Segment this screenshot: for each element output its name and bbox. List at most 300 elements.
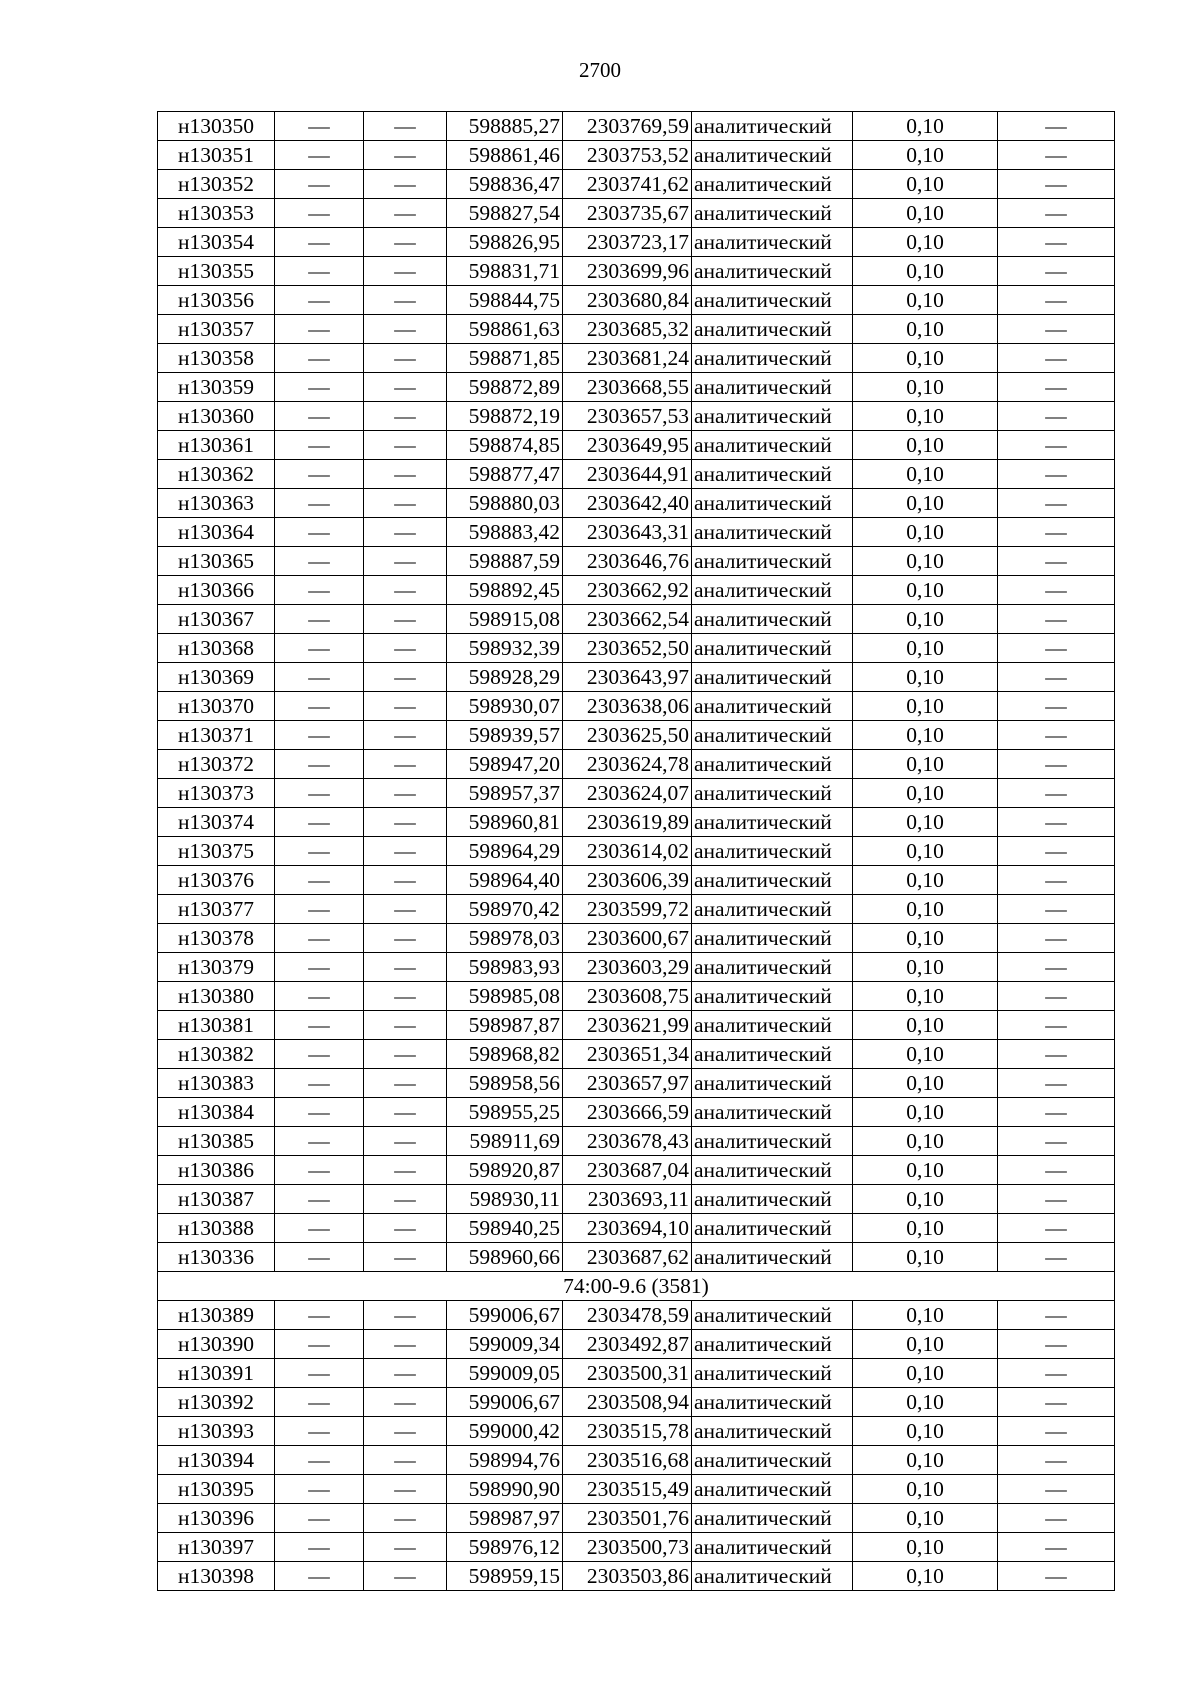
dash-cell-3: — xyxy=(998,692,1115,721)
dash-cell-1: — xyxy=(275,228,364,257)
method-cell: аналитический xyxy=(692,721,853,750)
method-cell: аналитический xyxy=(692,431,853,460)
dash-cell-1: — xyxy=(275,1214,364,1243)
x-coordinate-cell: 598987,97 xyxy=(447,1504,563,1533)
y-coordinate-cell: 2303478,59 xyxy=(563,1301,692,1330)
dash-cell-3: — xyxy=(998,1446,1115,1475)
dash-cell-2: — xyxy=(364,634,447,663)
dash-cell-2: — xyxy=(364,1011,447,1040)
method-cell: аналитический xyxy=(692,1533,853,1562)
point-id-cell: н130356 xyxy=(158,286,275,315)
x-coordinate-cell: 598885,27 xyxy=(447,112,563,141)
dash-cell-1: — xyxy=(275,721,364,750)
point-id-cell: н130358 xyxy=(158,344,275,373)
dash-cell-3: — xyxy=(998,1475,1115,1504)
method-cell: аналитический xyxy=(692,953,853,982)
method-cell: аналитический xyxy=(692,1562,853,1591)
dash-cell-1: — xyxy=(275,1156,364,1185)
accuracy-cell: 0,10 xyxy=(853,1417,998,1446)
method-cell: аналитический xyxy=(692,315,853,344)
dash-cell-1: — xyxy=(275,199,364,228)
x-coordinate-cell: 598920,87 xyxy=(447,1156,563,1185)
dash-cell-2: — xyxy=(364,1214,447,1243)
dash-cell-1: — xyxy=(275,170,364,199)
method-cell: аналитический xyxy=(692,605,853,634)
dash-cell-1: — xyxy=(275,112,364,141)
dash-cell-3: — xyxy=(998,1359,1115,1388)
method-cell: аналитический xyxy=(692,1475,853,1504)
accuracy-cell: 0,10 xyxy=(853,1040,998,1069)
dash-cell-3: — xyxy=(998,460,1115,489)
accuracy-cell: 0,10 xyxy=(853,1011,998,1040)
method-cell: аналитический xyxy=(692,837,853,866)
point-id-cell: н130397 xyxy=(158,1533,275,1562)
table-row xyxy=(158,431,1115,460)
x-coordinate-cell: 598978,03 xyxy=(447,924,563,953)
dash-cell-2: — xyxy=(364,1417,447,1446)
point-id-cell: н130388 xyxy=(158,1214,275,1243)
dash-cell-1: — xyxy=(275,895,364,924)
x-coordinate-cell: 598964,29 xyxy=(447,837,563,866)
x-coordinate-cell: 598976,12 xyxy=(447,1533,563,1562)
table-row xyxy=(158,1533,1115,1562)
point-id-cell: н130352 xyxy=(158,170,275,199)
accuracy-cell: 0,10 xyxy=(853,402,998,431)
accuracy-cell: 0,10 xyxy=(853,634,998,663)
y-coordinate-cell: 2303687,62 xyxy=(563,1243,692,1272)
y-coordinate-cell: 2303503,86 xyxy=(563,1562,692,1591)
method-cell: аналитический xyxy=(692,663,853,692)
y-coordinate-cell: 2303693,11 xyxy=(563,1185,692,1214)
point-id-cell: н130380 xyxy=(158,982,275,1011)
point-id-cell: н130391 xyxy=(158,1359,275,1388)
accuracy-cell: 0,10 xyxy=(853,257,998,286)
dash-cell-3: — xyxy=(998,112,1115,141)
dash-cell-3: — xyxy=(998,199,1115,228)
point-id-cell: н130377 xyxy=(158,895,275,924)
x-coordinate-cell: 598928,29 xyxy=(447,663,563,692)
dash-cell-2: — xyxy=(364,721,447,750)
dash-cell-3: — xyxy=(998,1330,1115,1359)
accuracy-cell: 0,10 xyxy=(853,576,998,605)
dash-cell-3: — xyxy=(998,1098,1115,1127)
y-coordinate-cell: 2303625,50 xyxy=(563,721,692,750)
y-coordinate-cell: 2303603,29 xyxy=(563,953,692,982)
table-row xyxy=(158,1504,1115,1533)
dash-cell-2: — xyxy=(364,1388,447,1417)
dash-cell-1: — xyxy=(275,750,364,779)
accuracy-cell: 0,10 xyxy=(853,1098,998,1127)
table-row xyxy=(158,924,1115,953)
method-cell: аналитический xyxy=(692,1156,853,1185)
dash-cell-2: — xyxy=(364,750,447,779)
dash-cell-2: — xyxy=(364,808,447,837)
y-coordinate-cell: 2303685,32 xyxy=(563,315,692,344)
y-coordinate-cell: 2303638,06 xyxy=(563,692,692,721)
x-coordinate-cell: 598939,57 xyxy=(447,721,563,750)
point-id-cell: н130363 xyxy=(158,489,275,518)
dash-cell-2: — xyxy=(364,460,447,489)
method-cell: аналитический xyxy=(692,286,853,315)
table-row xyxy=(158,344,1115,373)
dash-cell-2: — xyxy=(364,1475,447,1504)
point-id-cell: н130359 xyxy=(158,373,275,402)
x-coordinate-cell: 598872,19 xyxy=(447,402,563,431)
y-coordinate-cell: 2303608,75 xyxy=(563,982,692,1011)
dash-cell-3: — xyxy=(998,228,1115,257)
accuracy-cell: 0,10 xyxy=(853,518,998,547)
table-row xyxy=(158,199,1115,228)
accuracy-cell: 0,10 xyxy=(853,170,998,199)
dash-cell-1: — xyxy=(275,779,364,808)
dash-cell-3: — xyxy=(998,663,1115,692)
dash-cell-1: — xyxy=(275,1446,364,1475)
dash-cell-1: — xyxy=(275,605,364,634)
dash-cell-2: — xyxy=(364,1330,447,1359)
dash-cell-1: — xyxy=(275,982,364,1011)
dash-cell-2: — xyxy=(364,315,447,344)
x-coordinate-cell: 598861,46 xyxy=(447,141,563,170)
table-row xyxy=(158,1446,1115,1475)
dash-cell-1: — xyxy=(275,866,364,895)
page-number: 2700 xyxy=(579,58,621,82)
point-id-cell: н130364 xyxy=(158,518,275,547)
point-id-cell: н130368 xyxy=(158,634,275,663)
x-coordinate-cell: 598994,76 xyxy=(447,1446,563,1475)
method-cell: аналитический xyxy=(692,634,853,663)
dash-cell-3: — xyxy=(998,1301,1115,1330)
y-coordinate-cell: 2303644,91 xyxy=(563,460,692,489)
dash-cell-2: — xyxy=(364,924,447,953)
point-id-cell: н130379 xyxy=(158,953,275,982)
y-coordinate-cell: 2303657,53 xyxy=(563,402,692,431)
method-cell: аналитический xyxy=(692,460,853,489)
dash-cell-1: — xyxy=(275,518,364,547)
point-id-cell: н130353 xyxy=(158,199,275,228)
dash-cell-2: — xyxy=(364,837,447,866)
table-row xyxy=(158,1214,1115,1243)
table-row xyxy=(158,112,1115,141)
table-row xyxy=(158,750,1115,779)
accuracy-cell: 0,10 xyxy=(853,1533,998,1562)
table-row xyxy=(158,315,1115,344)
x-coordinate-cell: 598915,08 xyxy=(447,605,563,634)
point-id-cell: н130396 xyxy=(158,1504,275,1533)
x-coordinate-cell: 598877,47 xyxy=(447,460,563,489)
dash-cell-3: — xyxy=(998,1533,1115,1562)
table-row xyxy=(158,1417,1115,1446)
table-row xyxy=(158,982,1115,1011)
method-cell: аналитический xyxy=(692,1417,853,1446)
section-heading-row xyxy=(158,1272,1115,1301)
method-cell: аналитический xyxy=(692,1069,853,1098)
dash-cell-1: — xyxy=(275,837,364,866)
point-id-cell: н130392 xyxy=(158,1388,275,1417)
table-row xyxy=(158,605,1115,634)
y-coordinate-cell: 2303515,78 xyxy=(563,1417,692,1446)
dash-cell-2: — xyxy=(364,982,447,1011)
method-cell: аналитический xyxy=(692,982,853,1011)
y-coordinate-cell: 2303619,89 xyxy=(563,808,692,837)
accuracy-cell: 0,10 xyxy=(853,1388,998,1417)
table-row xyxy=(158,518,1115,547)
x-coordinate-cell: 598987,87 xyxy=(447,1011,563,1040)
dash-cell-2: — xyxy=(364,547,447,576)
table-row xyxy=(158,1330,1115,1359)
dash-cell-2: — xyxy=(364,1562,447,1591)
method-cell: аналитический xyxy=(692,1098,853,1127)
table-row xyxy=(158,1040,1115,1069)
dash-cell-2: — xyxy=(364,257,447,286)
accuracy-cell: 0,10 xyxy=(853,663,998,692)
dash-cell-1: — xyxy=(275,576,364,605)
accuracy-cell: 0,10 xyxy=(853,373,998,402)
dash-cell-2: — xyxy=(364,286,447,315)
accuracy-cell: 0,10 xyxy=(853,1562,998,1591)
accuracy-cell: 0,10 xyxy=(853,315,998,344)
accuracy-cell: 0,10 xyxy=(853,1475,998,1504)
dash-cell-3: — xyxy=(998,1011,1115,1040)
dash-cell-2: — xyxy=(364,112,447,141)
x-coordinate-cell: 599006,67 xyxy=(447,1301,563,1330)
accuracy-cell: 0,10 xyxy=(853,228,998,257)
y-coordinate-cell: 2303735,67 xyxy=(563,199,692,228)
dash-cell-1: — xyxy=(275,344,364,373)
dash-cell-1: — xyxy=(275,953,364,982)
dash-cell-2: — xyxy=(364,199,447,228)
dash-cell-3: — xyxy=(998,1388,1115,1417)
point-id-cell: н130384 xyxy=(158,1098,275,1127)
dash-cell-2: — xyxy=(364,1446,447,1475)
method-cell: аналитический xyxy=(692,1040,853,1069)
dash-cell-3: — xyxy=(998,402,1115,431)
x-coordinate-cell: 598892,45 xyxy=(447,576,563,605)
dash-cell-1: — xyxy=(275,1185,364,1214)
accuracy-cell: 0,10 xyxy=(853,1069,998,1098)
y-coordinate-cell: 2303678,43 xyxy=(563,1127,692,1156)
dash-cell-3: — xyxy=(998,1040,1115,1069)
table-row xyxy=(158,1011,1115,1040)
dash-cell-1: — xyxy=(275,402,364,431)
dash-cell-2: — xyxy=(364,402,447,431)
y-coordinate-cell: 2303651,34 xyxy=(563,1040,692,1069)
point-id-cell: н130385 xyxy=(158,1127,275,1156)
y-coordinate-cell: 2303599,72 xyxy=(563,895,692,924)
point-id-cell: н130378 xyxy=(158,924,275,953)
dash-cell-2: — xyxy=(364,518,447,547)
point-id-cell: н130376 xyxy=(158,866,275,895)
y-coordinate-cell: 2303642,40 xyxy=(563,489,692,518)
x-coordinate-cell: 598861,63 xyxy=(447,315,563,344)
y-coordinate-cell: 2303501,76 xyxy=(563,1504,692,1533)
dash-cell-1: — xyxy=(275,460,364,489)
accuracy-cell: 0,10 xyxy=(853,431,998,460)
coordinates-table xyxy=(157,111,1115,1591)
x-coordinate-cell: 598844,75 xyxy=(447,286,563,315)
dash-cell-2: — xyxy=(364,1069,447,1098)
accuracy-cell: 0,10 xyxy=(853,1156,998,1185)
dash-cell-1: — xyxy=(275,1040,364,1069)
dash-cell-2: — xyxy=(364,663,447,692)
dash-cell-3: — xyxy=(998,1562,1115,1591)
point-id-cell: н130355 xyxy=(158,257,275,286)
table-row xyxy=(158,170,1115,199)
dash-cell-1: — xyxy=(275,1330,364,1359)
x-coordinate-cell: 598932,39 xyxy=(447,634,563,663)
dash-cell-3: — xyxy=(998,1156,1115,1185)
y-coordinate-cell: 2303600,67 xyxy=(563,924,692,953)
x-coordinate-cell: 598930,07 xyxy=(447,692,563,721)
x-coordinate-cell: 598947,20 xyxy=(447,750,563,779)
table-row xyxy=(158,1475,1115,1504)
y-coordinate-cell: 2303624,07 xyxy=(563,779,692,808)
x-coordinate-cell: 598959,15 xyxy=(447,1562,563,1591)
dash-cell-3: — xyxy=(998,866,1115,895)
point-id-cell: н130398 xyxy=(158,1562,275,1591)
table-row xyxy=(158,866,1115,895)
dash-cell-1: — xyxy=(275,1504,364,1533)
dash-cell-3: — xyxy=(998,170,1115,199)
table-row xyxy=(158,721,1115,750)
accuracy-cell: 0,10 xyxy=(853,924,998,953)
table-row xyxy=(158,692,1115,721)
method-cell: аналитический xyxy=(692,1359,853,1388)
accuracy-cell: 0,10 xyxy=(853,1446,998,1475)
dash-cell-3: — xyxy=(998,634,1115,663)
accuracy-cell: 0,10 xyxy=(853,1330,998,1359)
accuracy-cell: 0,10 xyxy=(853,779,998,808)
dash-cell-3: — xyxy=(998,1185,1115,1214)
method-cell: аналитический xyxy=(692,1127,853,1156)
accuracy-cell: 0,10 xyxy=(853,489,998,518)
dash-cell-3: — xyxy=(998,489,1115,518)
point-id-cell: н130360 xyxy=(158,402,275,431)
dash-cell-3: — xyxy=(998,576,1115,605)
dash-cell-3: — xyxy=(998,924,1115,953)
point-id-cell: н130354 xyxy=(158,228,275,257)
accuracy-cell: 0,10 xyxy=(853,605,998,634)
dash-cell-2: — xyxy=(364,170,447,199)
x-coordinate-cell: 599009,34 xyxy=(447,1330,563,1359)
point-id-cell: н130351 xyxy=(158,141,275,170)
table-row xyxy=(158,808,1115,837)
table-row xyxy=(158,895,1115,924)
dash-cell-2: — xyxy=(364,141,447,170)
table-row xyxy=(158,1243,1115,1272)
dash-cell-3: — xyxy=(998,1214,1115,1243)
y-coordinate-cell: 2303624,78 xyxy=(563,750,692,779)
accuracy-cell: 0,10 xyxy=(853,895,998,924)
dash-cell-1: — xyxy=(275,1417,364,1446)
dash-cell-2: — xyxy=(364,344,447,373)
dash-cell-1: — xyxy=(275,1388,364,1417)
accuracy-cell: 0,10 xyxy=(853,1359,998,1388)
section-b-header xyxy=(158,1272,1115,1301)
x-coordinate-cell: 598836,47 xyxy=(447,170,563,199)
method-cell: аналитический xyxy=(692,199,853,228)
table-row xyxy=(158,779,1115,808)
y-coordinate-cell: 2303606,39 xyxy=(563,866,692,895)
method-cell: аналитический xyxy=(692,547,853,576)
x-coordinate-cell: 598955,25 xyxy=(447,1098,563,1127)
dash-cell-3: — xyxy=(998,605,1115,634)
dash-cell-1: — xyxy=(275,1243,364,1272)
dash-cell-1: — xyxy=(275,1359,364,1388)
method-cell: аналитический xyxy=(692,924,853,953)
method-cell: аналитический xyxy=(692,1185,853,1214)
dash-cell-1: — xyxy=(275,1475,364,1504)
dash-cell-1: — xyxy=(275,1533,364,1562)
method-cell: аналитический xyxy=(692,141,853,170)
dash-cell-1: — xyxy=(275,257,364,286)
dash-cell-2: — xyxy=(364,1243,447,1272)
dash-cell-3: — xyxy=(998,518,1115,547)
table-row xyxy=(158,1301,1115,1330)
y-coordinate-cell: 2303508,94 xyxy=(563,1388,692,1417)
section-b-rows xyxy=(158,1301,1115,1591)
dash-cell-2: — xyxy=(364,576,447,605)
y-coordinate-cell: 2303492,87 xyxy=(563,1330,692,1359)
dash-cell-3: — xyxy=(998,315,1115,344)
dash-cell-3: — xyxy=(998,895,1115,924)
method-cell: аналитический xyxy=(692,373,853,402)
x-coordinate-cell: 598911,69 xyxy=(447,1127,563,1156)
method-cell: аналитический xyxy=(692,895,853,924)
x-coordinate-cell: 598983,93 xyxy=(447,953,563,982)
x-coordinate-cell: 598883,42 xyxy=(447,518,563,547)
method-cell: аналитический xyxy=(692,1301,853,1330)
point-id-cell: н130361 xyxy=(158,431,275,460)
section-a-rows xyxy=(158,112,1115,1272)
y-coordinate-cell: 2303668,55 xyxy=(563,373,692,402)
accuracy-cell: 0,10 xyxy=(853,344,998,373)
table-row xyxy=(158,1185,1115,1214)
x-coordinate-cell: 598874,85 xyxy=(447,431,563,460)
x-coordinate-cell: 599000,42 xyxy=(447,1417,563,1446)
table-row xyxy=(158,953,1115,982)
table-row xyxy=(158,141,1115,170)
y-coordinate-cell: 2303621,99 xyxy=(563,1011,692,1040)
dash-cell-1: — xyxy=(275,808,364,837)
accuracy-cell: 0,10 xyxy=(853,460,998,489)
dash-cell-2: — xyxy=(364,1040,447,1069)
dash-cell-1: — xyxy=(275,1562,364,1591)
dash-cell-3: — xyxy=(998,808,1115,837)
y-coordinate-cell: 2303662,92 xyxy=(563,576,692,605)
accuracy-cell: 0,10 xyxy=(853,953,998,982)
accuracy-cell: 0,10 xyxy=(853,750,998,779)
point-id-cell: н130393 xyxy=(158,1417,275,1446)
x-coordinate-cell: 598957,37 xyxy=(447,779,563,808)
method-cell: аналитический xyxy=(692,518,853,547)
table-row xyxy=(158,1098,1115,1127)
accuracy-cell: 0,10 xyxy=(853,837,998,866)
point-id-cell: н130369 xyxy=(158,663,275,692)
accuracy-cell: 0,10 xyxy=(853,1301,998,1330)
x-coordinate-cell: 598880,03 xyxy=(447,489,563,518)
y-coordinate-cell: 2303741,62 xyxy=(563,170,692,199)
method-cell: аналитический xyxy=(692,402,853,431)
accuracy-cell: 0,10 xyxy=(853,808,998,837)
x-coordinate-cell: 598826,95 xyxy=(447,228,563,257)
y-coordinate-cell: 2303643,97 xyxy=(563,663,692,692)
method-cell: аналитический xyxy=(692,866,853,895)
table-row xyxy=(158,1156,1115,1185)
x-coordinate-cell: 598872,89 xyxy=(447,373,563,402)
accuracy-cell: 0,10 xyxy=(853,1214,998,1243)
dash-cell-3: — xyxy=(998,1504,1115,1533)
y-coordinate-cell: 2303646,76 xyxy=(563,547,692,576)
